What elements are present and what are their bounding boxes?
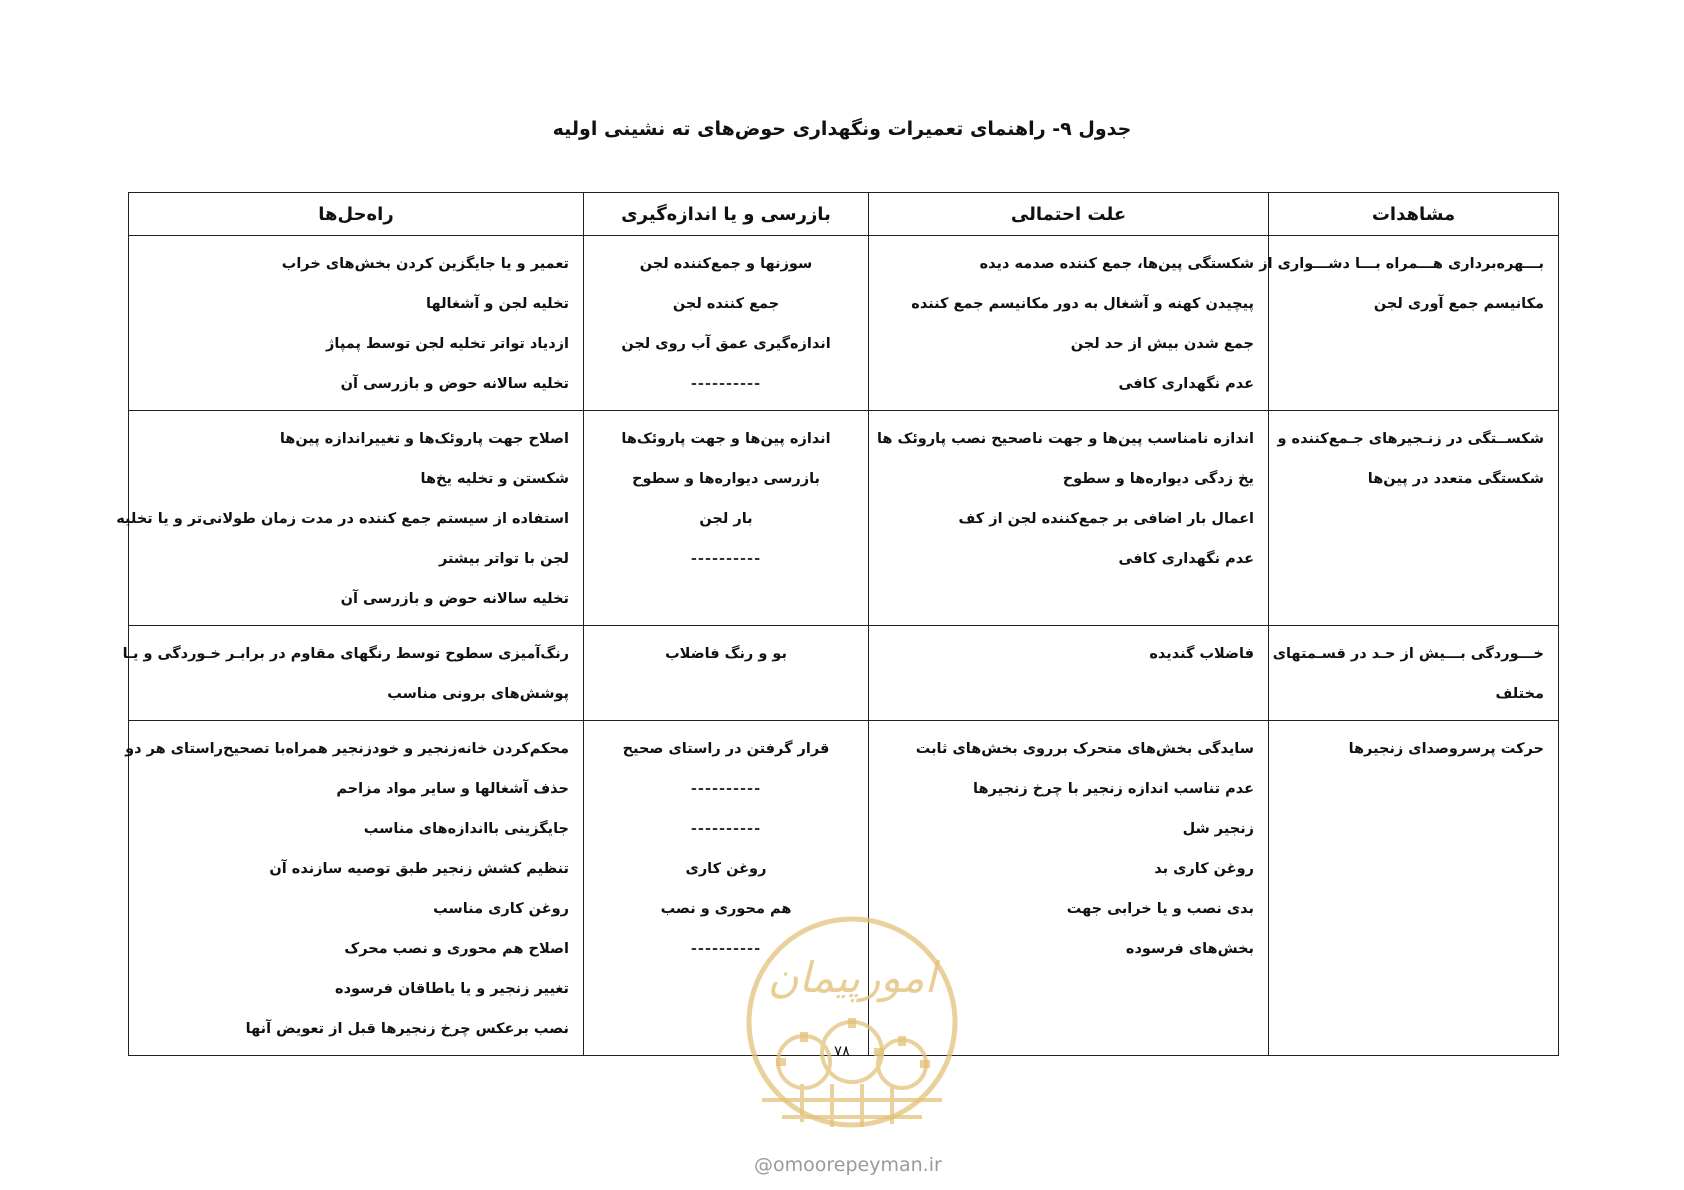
cell-line: زنجیر شل bbox=[1182, 821, 1254, 837]
solutions-cell bbox=[129, 236, 584, 411]
cell-line: پوشش‌های برونی مناسب bbox=[387, 686, 569, 702]
watermark-url: @omoorepeyman.ir bbox=[754, 1154, 942, 1176]
cell-line: تنظیم کشش زنجیر طبق توصیه سازنده آن bbox=[269, 861, 569, 877]
cell-line: نصب برعکس چرخ زنجیرها قبل از تعویض آنها bbox=[245, 1021, 569, 1037]
cell-line: بـــهره‌برداری هـــمراه بـــا دشـــواری از bbox=[1259, 256, 1544, 272]
cell-line: تغییر زنجیر و یا یاطاقان فرسوده bbox=[335, 981, 569, 997]
observations-cell bbox=[1269, 626, 1559, 721]
cell-line: لجن با تواتر بیشتر bbox=[438, 551, 569, 567]
cell-line: روغن کاری بد bbox=[1154, 861, 1254, 877]
table-row bbox=[129, 626, 1559, 721]
cell-line: عدم نگهداری کافی bbox=[1118, 376, 1254, 392]
cell-line: مختلف bbox=[1495, 686, 1544, 702]
cell-line: ---------- bbox=[690, 821, 762, 837]
cell-line: تخلیه سالانه حوض و بازرسی آن bbox=[340, 591, 569, 607]
solutions-cell bbox=[116, 411, 584, 626]
page-number: ۷۸ bbox=[833, 1042, 851, 1060]
cell-line: هم محوری و نصب bbox=[660, 901, 792, 917]
cell-line: روغن کاری bbox=[685, 861, 767, 877]
observations-cell bbox=[1269, 721, 1559, 1056]
cell-line: حذف آشغالها و سایر مواد مزاحم bbox=[336, 781, 569, 797]
table-row bbox=[129, 411, 1559, 626]
cell-line: بدی نصب و یا خرابی جهت bbox=[1066, 901, 1254, 917]
observations-cell bbox=[1259, 236, 1559, 411]
header-solutions: راه‌حل‌ها bbox=[129, 193, 584, 236]
inspection-cell bbox=[584, 411, 869, 626]
solutions-cell bbox=[125, 721, 584, 1056]
cell-line: جایگزینی بااندازه‌های مناسب bbox=[363, 821, 569, 837]
header-inspection: بازرسی و یا اندازه‌گیری bbox=[584, 193, 869, 236]
probable-cause-cell bbox=[869, 236, 1269, 411]
cell-line: بخش‌های فرسوده bbox=[1125, 941, 1254, 957]
cell-line: استفاده از سیستم جمع کننده در مدت زمان طولانی‌تر و یا تخلیه bbox=[116, 511, 569, 527]
inspection-cell bbox=[584, 626, 869, 721]
header-probable-cause: علت احتمالی bbox=[869, 193, 1269, 236]
svg-text:امورپیمان: امورپیمان bbox=[767, 953, 937, 1002]
cell-line: حرکت پرسروصدای زنجیرها bbox=[1348, 741, 1544, 757]
cell-line: اندازه نامناسب پین‌ها و جهت ناصحیح نصب پاروئک ها bbox=[876, 431, 1254, 447]
cell-line: شکستگی پین‌ها، جمع کننده صدمه دیده bbox=[979, 256, 1254, 272]
cell-line: محکم‌کردن خانه‌زنجیر و خودزنجیر همراه‌با تصحیح‌راستای هر دو bbox=[125, 741, 569, 757]
watermark-logo bbox=[742, 912, 962, 1136]
cell-line: شکستن و تخلیه یخ‌ها bbox=[420, 471, 569, 487]
cell-line: قرار گرفتن در راستای صحیح bbox=[622, 741, 830, 757]
cell-line: اصلاح جهت پاروئک‌ها و تغییراندازه پین‌ها bbox=[279, 431, 569, 447]
cell-line: سوزنها و جمع‌کننده لجن bbox=[639, 256, 813, 272]
cell-line: مکانیسم جمع آوری لجن bbox=[1373, 296, 1544, 312]
cell-line: ---------- bbox=[690, 551, 762, 567]
cell-line: خـــوردگی بـــیش از حـد در قسـمتهای bbox=[1272, 646, 1544, 662]
inspection-cell bbox=[584, 236, 869, 411]
cell-line: رنگ‌آمیزی سطوح توسط رنگهای مقاوم در برابـر خـوردگی و یـا bbox=[122, 646, 569, 662]
cell-line: اعمال بار اضافی بر جمع‌کننده لجن از کف bbox=[958, 511, 1254, 527]
cell-line: عدم تناسب اندازه زنجیر با چرخ زنجیرها bbox=[973, 781, 1254, 797]
cell-line: اصلاح هم محوری و نصب محرک bbox=[344, 941, 569, 957]
cell-line: بار لجن bbox=[699, 511, 753, 527]
cell-line: تخلیه سالانه حوض و بازرسی آن bbox=[340, 376, 569, 392]
cell-line: ---------- bbox=[690, 781, 762, 797]
cell-line: ازدیاد تواتر تخلیه لجن توسط پمپاژ bbox=[326, 336, 569, 352]
cell-line: ---------- bbox=[690, 376, 762, 392]
cell-line: یخ زدگی دیواره‌ها و سطوح bbox=[1062, 471, 1254, 487]
solutions-cell bbox=[122, 626, 584, 721]
cell-line: پیچیدن کهنه و آشغال به دور مکانیسم جمع کننده bbox=[911, 296, 1254, 312]
cell-line: عدم نگهداری کافی bbox=[1118, 551, 1254, 567]
cell-line: جمع کننده لجن bbox=[672, 296, 780, 312]
cell-line: روغن کاری مناسب bbox=[433, 901, 569, 917]
header-observations: مشاهدات bbox=[1269, 193, 1559, 236]
cell-line: تخلیه لجن و آشغالها bbox=[426, 296, 569, 312]
cell-line: تعمیر و یا جایگزین کردن بخش‌های خراب bbox=[281, 256, 569, 272]
cell-line: ---------- bbox=[690, 941, 762, 957]
cell-line: بازرسی دیواره‌ها و سطوح bbox=[632, 471, 820, 487]
cell-line: اندازه‌گیری عمق آب روی لجن bbox=[621, 336, 831, 352]
cell-line: شکســتگی در زنـجیرهای جـمع‌کننده و bbox=[1277, 431, 1544, 447]
probable-cause-cell bbox=[869, 411, 1269, 626]
probable-cause-cell bbox=[869, 626, 1269, 721]
watermark-logo-icon bbox=[742, 912, 962, 1132]
cell-line: بو و رنگ فاضلاب bbox=[665, 646, 787, 662]
observations-cell bbox=[1269, 411, 1559, 626]
page-title: جدول ۹- راهنمای تعمیرات ونگهداری حوض‌های ته نشینی اولیه bbox=[552, 118, 1132, 140]
cell-line: سایدگی بخش‌های متحرک برروی بخش‌های ثابت bbox=[915, 741, 1254, 757]
cell-line: شکستگی متعدد در پین‌ها bbox=[1367, 471, 1544, 487]
cell-line: جمع شدن بیش از حد لجن bbox=[1070, 336, 1254, 352]
table-row bbox=[129, 236, 1559, 411]
cell-line: فاضلاب گندیده bbox=[1149, 646, 1254, 662]
cell-line: اندازه پین‌ها و جهت پاروئک‌ها bbox=[621, 431, 831, 447]
table-header-row bbox=[129, 193, 1559, 236]
